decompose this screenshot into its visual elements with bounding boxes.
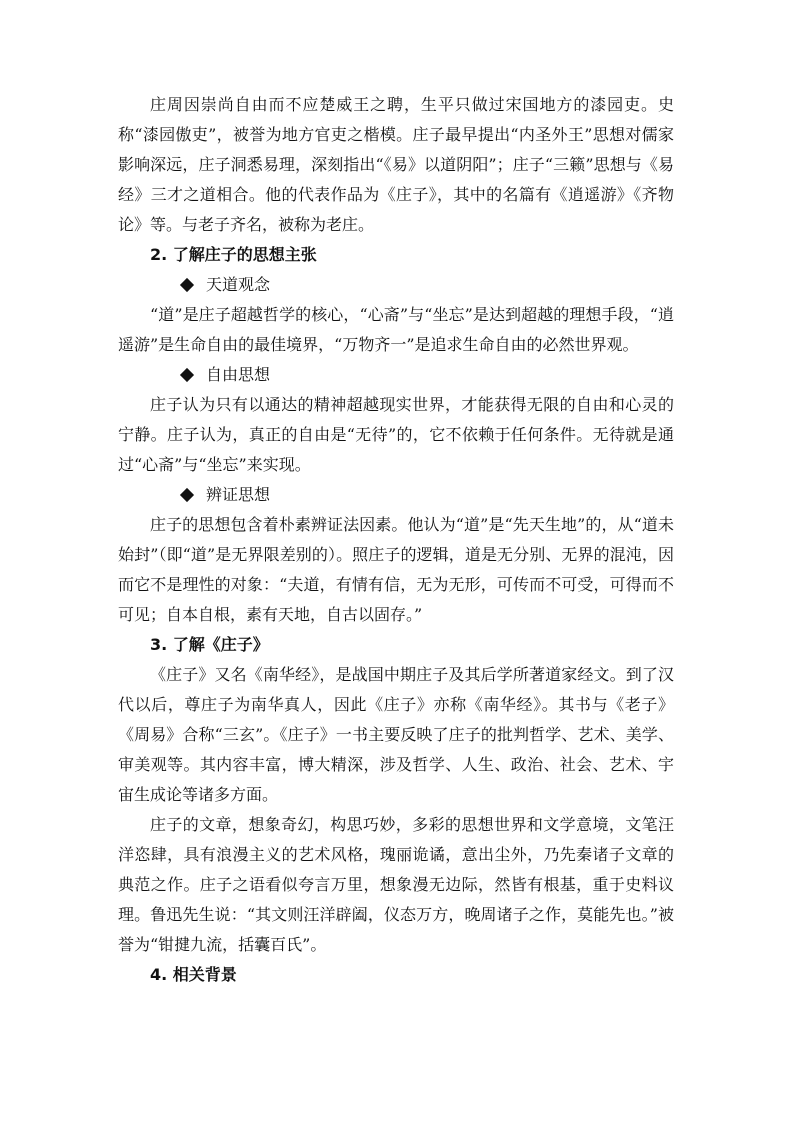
bullet-label-freedom: 自由思想 — [206, 365, 271, 384]
bullet-item-dialectics — [118, 480, 674, 510]
bullet-item-freedom — [118, 360, 674, 390]
paragraph-tiandao: “道”是庄子超越哲学的核心，“心斋”与“坐忘”是达到超越的理想手段，“逍遥游”是生命自由的最佳境界，“万物齐一”是追求生命自由的必然世界观。 — [118, 305, 674, 354]
diamond-bullet-icon — [180, 488, 194, 502]
bullet-item-tiandao — [118, 270, 674, 300]
document-body — [118, 62, 674, 990]
bullet-label-tiandao: 天道观念 — [206, 275, 271, 294]
diamond-bullet-icon — [180, 278, 194, 292]
paragraph-book-style: 庄子的文章，想象奇幻，构思巧妙，多彩的思想世界和文学意境，文笔汪洋恣肆，具有浪漫主义的艺术风格，瑰丽诡谲，意出尘外，乃先秦诸子文章的典范之作。庄子之语看似夸言万里，想象漫无边际，然皆有根基，重于史料议理。鲁迅先生说：“其文则汪洋辟阖，仪态万方，晚周诸子之作，莫能先也。”被誉为“钳揵九流，括囊百氏”。 — [118, 815, 674, 954]
paragraph-dialectics: 庄子的思想包含着朴素辨证法因素。他认为“道”是“先天生地”的，从“道未始封”（即“道”是无界限差别的）。照庄子的逻辑，道是无分别、无界的混沌，因而它不是理性的对象：“夫道，有情有信，无为无形，可传而不可受，可得而不可见；自本自根，素有天地，自古以固存。” — [118, 515, 674, 624]
paragraph-zhuangzi-bio: 庄周因崇尚自由而不应楚威王之聘，生平只做过宋国地方的漆园吏。史称“漆园傲吏”，被誉为地方官吏之楷模。庄子最早提出“内圣外王”思想对儒家影响深远，庄子洞悉易理，深刻指出“《易》以道阴阳”；庄子“三籁”思想与《易经》三才之道相合。他的代表作品为《庄子》，其中的名篇有《逍遥游》《齐物论》等。与老子齐名，被称为老庄。 — [118, 95, 674, 234]
section-heading-background: 4. 相关背景 — [150, 965, 237, 984]
section-heading-thought: 2. 了解庄子的思想主张 — [150, 245, 317, 264]
diamond-bullet-icon — [180, 368, 194, 382]
paragraph-book-intro: 《庄子》又名《南华经》，是战国中期庄子及其后学所著道家经文。到了汉代以后，尊庄子为南华真人，因此《庄子》亦称《南华经》。其书与《老子》《周易》合称“三玄”。《庄子》一书主要反映了庄子的批判哲学、艺术、美学、审美观等。其内容丰富，博大精深，涉及哲学、人生、政治、社会、艺术、宇宙生成论等诸多方面。 — [118, 665, 674, 804]
bullet-label-dialectics: 辨证思想 — [206, 485, 271, 504]
paragraph-freedom: 庄子认为只有以通达的精神超越现实世界，才能获得无限的自由和心灵的宁静。庄子认为，真正的自由是“无待”的，它不依赖于任何条件。无待就是通过“心斋”与“坐忘”来实现。 — [118, 395, 674, 474]
section-heading-book: 3. 了解《庄子》 — [150, 635, 269, 654]
